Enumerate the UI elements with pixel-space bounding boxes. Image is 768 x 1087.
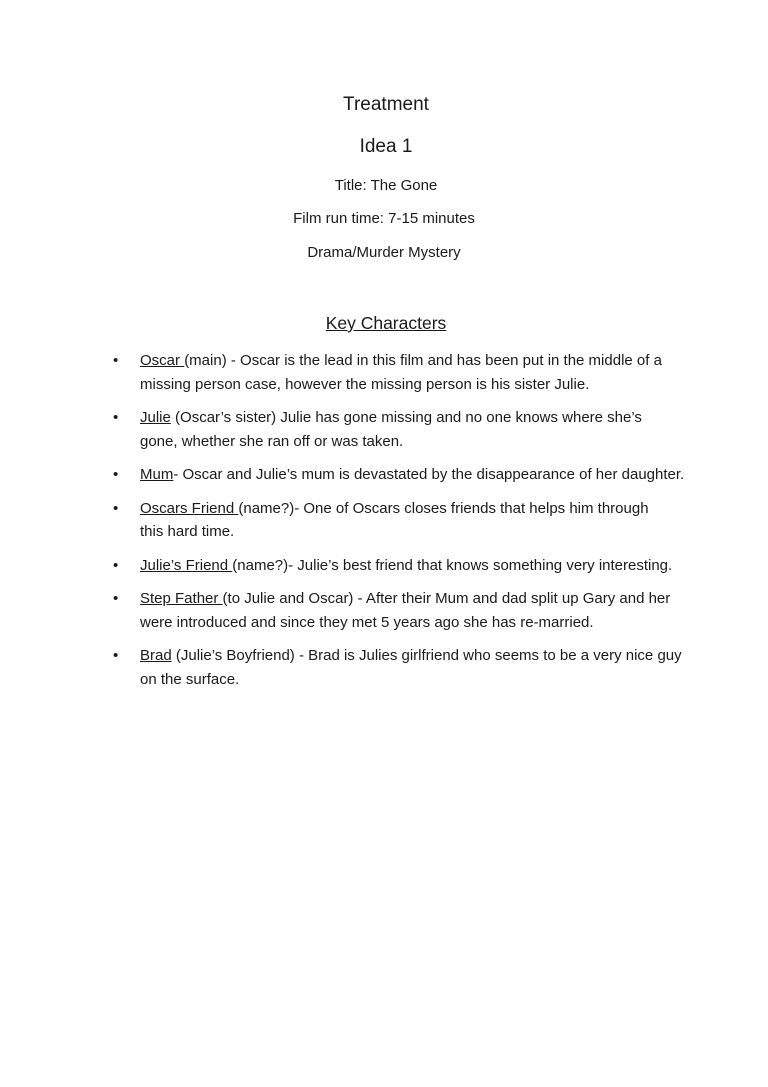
bullet-icon: • (113, 352, 119, 369)
bullet-icon: • (113, 590, 119, 607)
document-title: Treatment (343, 94, 429, 115)
character-description: (name?)- One of Oscars closes friends that helps him through this hard time. (140, 499, 649, 540)
film-run-time: Film run time: 7-15 minutes (293, 210, 475, 227)
character-list (113, 349, 693, 701)
character-name: Brad (140, 647, 172, 664)
list-item (113, 497, 670, 544)
character-name: Julie (140, 409, 171, 426)
character-description: - Oscar and Julie’s mum is devastated by the disappearance of her daughter. (173, 466, 685, 483)
list-item (113, 406, 680, 453)
list-item (113, 644, 700, 691)
character-description: (name?)- Julie’s best friend that knows something very interesting. (232, 556, 673, 574)
bullet-icon: • (113, 499, 119, 517)
character-description: (to Julie and Oscar) - After their Mum and dad split up Gary and her were introduced and since they met 5 years ago she has re-married. (140, 590, 671, 631)
bullet-icon: • (113, 556, 119, 574)
section-heading: Key Characters (325, 313, 447, 333)
film-title: Title: The Gone (334, 177, 438, 194)
character-description: (main) - Oscar is the lead in this film and has been put in the middle of a missing person case, however the missing person is his sister Julie. (140, 352, 662, 393)
bullet-icon: • (113, 409, 119, 426)
character-name: Oscar (140, 352, 185, 369)
character-name: Step Father (140, 590, 223, 607)
bullet-icon: • (113, 647, 119, 664)
bullet-icon: • (113, 466, 119, 483)
character-name: Mum (140, 466, 174, 483)
character-description: (Oscar’s sister) Julie has gone missing and no one knows where she’s gone, whether she ran off or was taken. (140, 409, 642, 450)
character-name: Julie’s Friend (140, 556, 233, 574)
list-item (113, 463, 700, 487)
list-item (113, 349, 700, 396)
film-genre: Drama/Murder Mystery (307, 244, 461, 261)
character-description: (Julie’s Boyfriend) - Brad is Julies girlfriend who seems to be a very nice guy on the surface. (140, 647, 682, 688)
idea-label: Idea 1 (359, 136, 413, 157)
list-item (113, 554, 680, 578)
list-item (113, 587, 700, 634)
character-name: Oscars Friend (140, 499, 239, 517)
